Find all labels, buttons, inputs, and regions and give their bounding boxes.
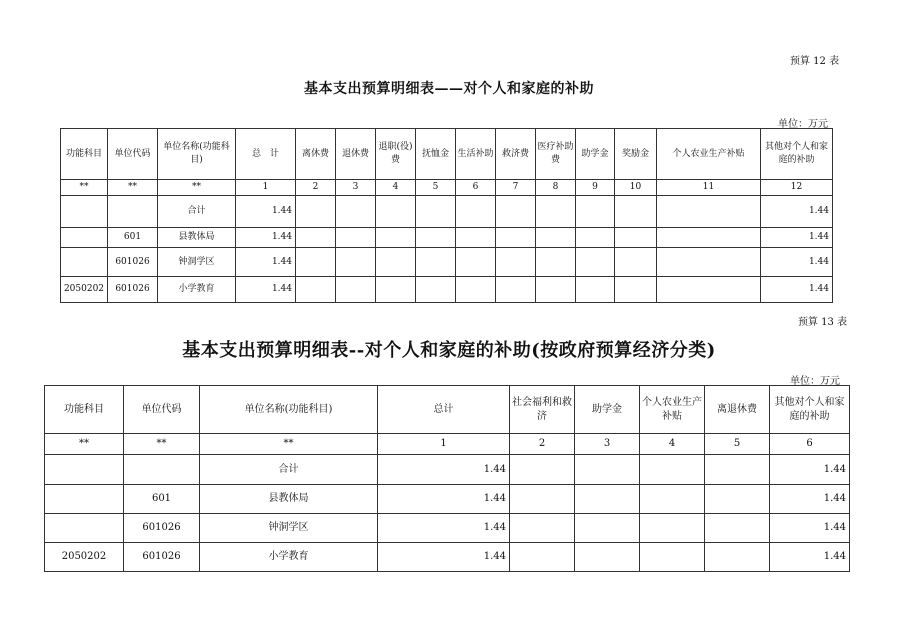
table12-cell: [615, 196, 657, 228]
table12-cell: 5: [416, 180, 456, 196]
table12-cell: [615, 228, 657, 248]
table13-cell: 6: [770, 434, 850, 455]
table13-cell: 601026: [124, 514, 200, 543]
table13-cell: [575, 485, 640, 514]
table13-cell: [575, 455, 640, 485]
table12-cell: **: [108, 180, 158, 196]
table12-cell: 抚恤金: [416, 129, 456, 180]
table12-cell: [296, 277, 336, 303]
table12-cell: [536, 228, 576, 248]
table13-cell: [124, 455, 200, 485]
table13-cell: 1.44: [770, 543, 850, 572]
table13-cell: 合计: [200, 455, 378, 485]
table13-cell: 1: [378, 434, 510, 455]
table12-cell: 医疗补助费: [536, 129, 576, 180]
table-row: [61, 248, 833, 277]
table12-cell: [336, 228, 376, 248]
table13-cell: 1.44: [378, 543, 510, 572]
table13-cell: 4: [640, 434, 705, 455]
table13-cell: [705, 485, 770, 514]
table12-cell: [296, 196, 336, 228]
table12-cell: [376, 196, 416, 228]
table13-cell: 其他对个人和家庭的补助: [770, 386, 850, 434]
table12-cell: [336, 277, 376, 303]
table13-cell: **: [45, 434, 124, 455]
table12-label: 预算 12 表: [790, 56, 840, 67]
table12-cell: 601026: [108, 248, 158, 277]
table-row: [45, 514, 850, 543]
table13-cell: 601026: [124, 543, 200, 572]
table12-cell: [456, 196, 496, 228]
table12-cell: 10: [615, 180, 657, 196]
table12-cell: 9: [576, 180, 615, 196]
table12-cell: [496, 248, 536, 277]
table12-cell: [376, 228, 416, 248]
table12-cell: [376, 277, 416, 303]
table12-cell: [61, 228, 108, 248]
table13-cell: 1.44: [378, 514, 510, 543]
table12-cell: 601026: [108, 277, 158, 303]
table12-cell: 1: [236, 180, 296, 196]
table12-header-row: [61, 129, 833, 180]
table12-cell: [536, 248, 576, 277]
table13-cell: **: [200, 434, 378, 455]
table13-cell: [705, 543, 770, 572]
table13-cell: 社会福利和救济: [510, 386, 575, 434]
table12-cell: [456, 248, 496, 277]
table13-cell: [510, 455, 575, 485]
table12-cell: 其他对个人和家庭的补助: [761, 129, 833, 180]
table13-cell: [510, 514, 575, 543]
table12-cell: 总 计: [236, 129, 296, 180]
table13-cell: 2050202: [45, 543, 124, 572]
table12-cell: [296, 248, 336, 277]
table13-cell: **: [124, 434, 200, 455]
table13-cell: [640, 455, 705, 485]
table12-cell: [456, 228, 496, 248]
table12-cell: 生活补助: [456, 129, 496, 180]
table13-cell: 1.44: [378, 455, 510, 485]
table12-cell: 奖励金: [615, 129, 657, 180]
table12-cell: [576, 248, 615, 277]
table12-cell: [576, 196, 615, 228]
table12-cell: 助学金: [576, 129, 615, 180]
table13-cell: [640, 514, 705, 543]
table13-unit: 单位：万元: [790, 376, 840, 387]
table12-cell: [536, 196, 576, 228]
table12-cell: 7: [496, 180, 536, 196]
table13-cell: [510, 485, 575, 514]
table12-cell: 单位名称(功能科目): [158, 129, 236, 180]
table13-cell: [45, 455, 124, 485]
table12-cell: 8: [536, 180, 576, 196]
table-row: [61, 228, 833, 248]
table12-cell: 个人农业生产补贴: [657, 129, 761, 180]
table12-cell: 1.44: [761, 196, 833, 228]
table12-unit: 单位：万元: [778, 119, 828, 130]
table13-cell: [640, 485, 705, 514]
table13-label: 预算 13 表: [798, 317, 848, 328]
table12-cell: [336, 248, 376, 277]
table13-cell: 单位名称(功能科目): [200, 386, 378, 434]
table13-cell: 3: [575, 434, 640, 455]
table12-cell: [496, 196, 536, 228]
table12-cell: 601: [108, 228, 158, 248]
table12-cell: 1.44: [761, 277, 833, 303]
table13-cell: 1.44: [770, 485, 850, 514]
table12-cell: 1.44: [761, 228, 833, 248]
table12-cell: 4: [376, 180, 416, 196]
table13-cell: 5: [705, 434, 770, 455]
table12-cell: [615, 277, 657, 303]
table12-cell: [536, 277, 576, 303]
table13-cell: 小学教育: [200, 543, 378, 572]
table12-cell: [576, 228, 615, 248]
table13-cell: 2: [510, 434, 575, 455]
table12-cell: 合计: [158, 196, 236, 228]
table13-cell: [575, 543, 640, 572]
table12-cell: 1.44: [236, 228, 296, 248]
table12-cell: 1.44: [236, 248, 296, 277]
table12-cell: 退休费: [336, 129, 376, 180]
table12-title: 基本支出预算明细表——对个人和家庭的补助: [304, 81, 594, 97]
table12-cell: 钟洞学区: [158, 248, 236, 277]
table12-cell: [296, 228, 336, 248]
table12-cell: [657, 228, 761, 248]
table-row: [45, 455, 850, 485]
table12-cell: [336, 196, 376, 228]
table13-cell: [45, 514, 124, 543]
table13-cell: 离退休费: [705, 386, 770, 434]
table13-cell: [705, 514, 770, 543]
table12-cell: 离休费: [296, 129, 336, 180]
table13-cell: 1.44: [770, 514, 850, 543]
table12-cell: [496, 277, 536, 303]
table12-cell: 12: [761, 180, 833, 196]
table12-cell: [416, 248, 456, 277]
table12-cell: 救济费: [496, 129, 536, 180]
table12-cell: 2: [296, 180, 336, 196]
table12-cell: [416, 277, 456, 303]
table12-cell: 1.44: [761, 248, 833, 277]
table12-cell: [456, 277, 496, 303]
table12-cell: [657, 248, 761, 277]
table13-cell: 助学金: [575, 386, 640, 434]
table-row: [45, 485, 850, 514]
table13-header-row: [45, 386, 850, 434]
table12-cell: [376, 248, 416, 277]
table12-cell: 1.44: [236, 277, 296, 303]
table12-cell: [657, 277, 761, 303]
table13-index-row: [45, 434, 850, 455]
table12-cell: [416, 196, 456, 228]
table12-cell: 6: [456, 180, 496, 196]
table13-cell: 总计: [378, 386, 510, 434]
table13-cell: 钟洞学区: [200, 514, 378, 543]
table-row: [45, 543, 850, 572]
table12-cell: [61, 196, 108, 228]
table12-cell: 退职(役)费: [376, 129, 416, 180]
table12-cell: 小学教育: [158, 277, 236, 303]
table12-cell: 1.44: [236, 196, 296, 228]
table12-cell: 县教体局: [158, 228, 236, 248]
table12-cell: [657, 196, 761, 228]
table12-cell: 功能科目: [61, 129, 108, 180]
table13: [44, 385, 850, 572]
table13-cell: 单位代码: [124, 386, 200, 434]
table13-cell: [640, 543, 705, 572]
table13-cell: 县教体局: [200, 485, 378, 514]
table12-cell: [108, 196, 158, 228]
table13-cell: [575, 514, 640, 543]
table-row: [61, 196, 833, 228]
table12-cell: [496, 228, 536, 248]
table13-cell: [45, 485, 124, 514]
table-row: [61, 277, 833, 303]
table12-cell: 11: [657, 180, 761, 196]
table12-cell: **: [158, 180, 236, 196]
table12-cell: 3: [336, 180, 376, 196]
table12-cell: [615, 248, 657, 277]
table12-cell: 2050202: [61, 277, 108, 303]
table13-cell: [510, 543, 575, 572]
table13-cell: 601: [124, 485, 200, 514]
table13-cell: 功能科目: [45, 386, 124, 434]
table13-cell: 1.44: [770, 455, 850, 485]
table13-cell: [705, 455, 770, 485]
table13-title: 基本支出预算明细表--对个人和家庭的补助(按政府预算经济分类): [182, 340, 716, 361]
table12-cell: **: [61, 180, 108, 196]
table12-cell: [416, 228, 456, 248]
table12-cell: 单位代码: [108, 129, 158, 180]
table13-cell: 1.44: [378, 485, 510, 514]
table12: [60, 128, 833, 303]
table13-cell: 个人农业生产补贴: [640, 386, 705, 434]
table12-cell: [576, 277, 615, 303]
table12-cell: [61, 248, 108, 277]
table12-index-row: [61, 180, 833, 196]
